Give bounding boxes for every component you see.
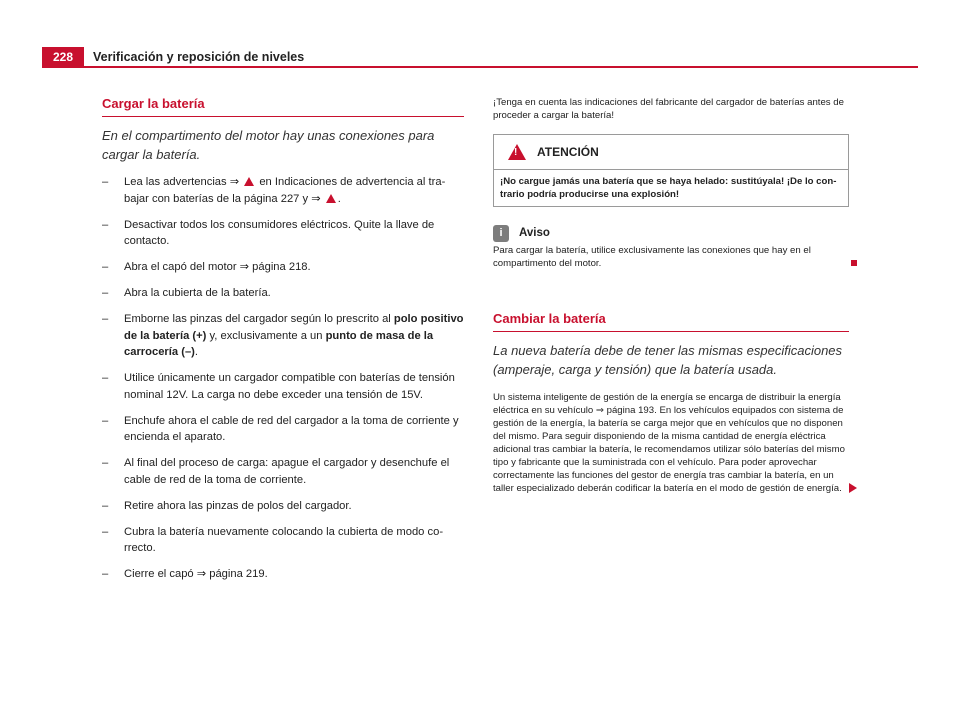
chapter-title: Verificación y reposición de niveles xyxy=(93,50,305,64)
step-text: Al final del proceso de carga: apague el cargador y desenchufe el cable de red de la toma de corriente. xyxy=(124,457,450,486)
step-text: Enchufe ahora el cable de red del cargador a la toma de corriente y encienda el aparato. xyxy=(124,414,459,443)
step-emphasis: punto de masa de la carrocería (–) xyxy=(124,329,434,358)
dash-bullet: – xyxy=(102,372,109,384)
step-text: y, exclusivamente a un xyxy=(206,329,326,342)
dash-bullet: – xyxy=(102,499,109,512)
step-item xyxy=(102,285,464,302)
warning-box xyxy=(493,134,849,207)
step-text: Cierre el capó ⇒ página 219. xyxy=(124,568,268,580)
dash-bullet: – xyxy=(102,457,109,469)
dash-bullet: – xyxy=(102,176,109,188)
section-title-cambiar: Cambiar la batería xyxy=(493,311,849,332)
step-text: Lea las advertencias ⇒ xyxy=(124,176,240,188)
step-item xyxy=(102,566,464,583)
step-text: Cubra la batería nuevamente colocando la cubierta de modo correcto. xyxy=(124,525,444,554)
page-number: 228 xyxy=(42,47,84,67)
note-text: Para cargar la batería, utilice exclusivamente las conexiones que hay en el compartimento del motor. xyxy=(493,245,811,269)
warning-text: ¡No cargue jamás una batería que se haya helado: sustitúyala! ¡De lo contrario podría producirse una explosión! xyxy=(500,176,837,200)
step-text: Desactivar todos los consumidores eléctricos. Quite la llave de contacto. xyxy=(124,218,435,247)
dash-bullet: – xyxy=(102,525,109,538)
dash-bullet: – xyxy=(102,568,109,580)
dash-bullet: – xyxy=(102,313,109,325)
dash-bullet: – xyxy=(102,287,109,299)
step-item xyxy=(102,524,464,557)
step-item xyxy=(102,498,464,515)
charging-steps-list xyxy=(102,174,464,583)
section-intro-cambiar: La nueva batería debe de tener las mismas especificaciones (amperaje, carga y tensión) que la batería usada. xyxy=(493,343,843,377)
section-body-cambiar xyxy=(493,391,849,495)
warning-triangle-icon xyxy=(508,144,526,160)
warning-header xyxy=(494,135,848,170)
section-intro-cargar: En el compartimento del motor hay unas conexiones para cargar la batería. xyxy=(102,128,435,162)
step-item xyxy=(102,370,464,403)
right-column xyxy=(493,96,849,495)
step-item xyxy=(102,259,464,276)
charger-note: ¡Tenga en cuenta las indicaciones del fabricante del cargador de baterías antes de proceder a cargar la batería! xyxy=(493,97,844,121)
step-item xyxy=(102,413,464,446)
dash-bullet: – xyxy=(102,414,109,427)
dash-bullet: – xyxy=(102,261,109,273)
step-text: Abra el capó del motor ⇒ página 218. xyxy=(124,261,311,273)
step-text: . xyxy=(194,346,199,358)
step-text: Retire ahora las pinzas de polos del cargador. xyxy=(124,499,352,512)
warning-label: ATENCIÓN xyxy=(537,145,599,159)
left-column xyxy=(102,96,464,592)
note-label: Aviso xyxy=(519,227,550,239)
body-text: Un sistema inteligente de gestión de la energía se encarga de distribuir la energía eléctrica en su vehículo ⇒ página 193. En los vehículos equipados con sistema de gestión de la energía, la batería se carga mejor que en vehículos que no disponen del mismo. Para seguir disponiendo de la misma cantidad de energía eléctrica adicional tras cambiar la batería, le recomendamos utilizar sólo baterías del mismo tipo y fabricante que la suministrada con el vehículo. Para poder aprovechar correctamente las funciones del gestor de energía tras cambiar la batería, en un taller especializado deberán codificar la batería en el modo de gestión de energía. xyxy=(493,392,845,494)
info-icon: i xyxy=(493,225,509,242)
step-text: Abra la cubierta de la batería. xyxy=(124,287,271,299)
end-of-section-square-icon xyxy=(851,260,857,266)
step-text: en Indicaciones de advertencia al trabajar con baterías de la página 227 y ⇒ xyxy=(124,176,446,205)
continue-arrow-icon xyxy=(849,483,857,493)
step-item xyxy=(102,311,464,361)
dash-bullet: – xyxy=(102,218,109,231)
section-cambiar xyxy=(493,311,849,495)
step-emphasis: polo positivo de la batería (+) xyxy=(124,313,464,342)
section-title-cargar: Cargar la batería xyxy=(102,96,464,117)
note-header xyxy=(493,224,849,242)
warning-triangle-icon xyxy=(326,194,336,203)
step-text: Utilice únicamente un cargador compatible con baterías de tensión nominal 12V. La carga no debe exceder una tensión de 15V. xyxy=(124,372,455,401)
step-item xyxy=(102,217,464,250)
warning-triangle-icon xyxy=(244,177,254,186)
step-item xyxy=(102,455,464,488)
step-text: Emborne las pinzas del cargador según lo prescrito al xyxy=(124,313,394,325)
step-item xyxy=(102,174,464,207)
warning-icon-glyph: ! xyxy=(514,147,518,158)
step-text: . xyxy=(337,192,341,205)
header-rule xyxy=(42,66,918,68)
note-body xyxy=(493,244,849,270)
